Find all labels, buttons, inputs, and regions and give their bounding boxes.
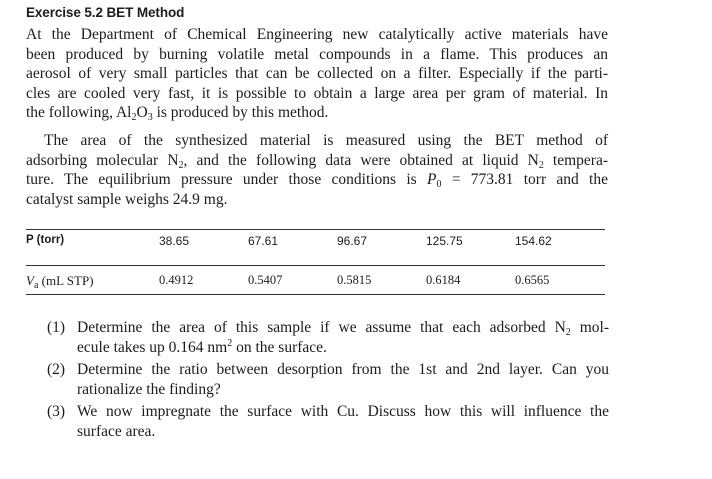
question-item bbox=[47, 360, 609, 399]
measurement-paragraph bbox=[26, 131, 608, 209]
question-list bbox=[47, 318, 609, 445]
paragraph-line: catalyst sample weighs 24.9 mg. bbox=[26, 190, 228, 208]
volume-value: 0.6565 bbox=[515, 273, 550, 287]
question-line bbox=[77, 318, 609, 338]
paragraph-line bbox=[26, 103, 608, 123]
question-number: (1) bbox=[47, 319, 66, 336]
paragraph-line: At the Department of Chemical Engineering new catalytically active materials have bbox=[26, 26, 608, 43]
pressure-value: 67.61 bbox=[248, 234, 279, 248]
text-run: (mL STP) bbox=[38, 273, 94, 288]
pressure-value: 154.62 bbox=[515, 234, 552, 248]
question-item bbox=[47, 318, 609, 357]
text-run: tempera- bbox=[543, 151, 608, 169]
volume-symbol: V bbox=[26, 273, 34, 288]
volume-row bbox=[26, 273, 605, 293]
question-line: We now impregnate the surface with Cu. Discuss how this will influence the bbox=[77, 403, 609, 421]
text-run: = 773.81 torr and the bbox=[441, 171, 608, 189]
subscript: 0 bbox=[436, 179, 442, 191]
volume-label bbox=[26, 273, 94, 289]
paragraph-line bbox=[26, 151, 608, 171]
text-run: on the surface. bbox=[232, 338, 327, 356]
pressure-value: 125.75 bbox=[426, 234, 463, 248]
paragraph-line: The area of the synthesized material is measured using the BET method of bbox=[44, 132, 608, 149]
text-run: the following, Al bbox=[26, 104, 132, 122]
text-run: adsorbing molecular N bbox=[26, 151, 179, 169]
question-text bbox=[77, 402, 609, 441]
question-text bbox=[77, 318, 609, 357]
subscript: 2 bbox=[538, 159, 544, 171]
pressure-label: P (torr) bbox=[26, 234, 65, 246]
text-run: mol- bbox=[570, 319, 609, 336]
subscript: 3 bbox=[147, 112, 153, 124]
superscript: 2 bbox=[227, 337, 233, 349]
pressure-value: 96.67 bbox=[337, 234, 368, 248]
subscript: 2 bbox=[565, 327, 571, 338]
question-item bbox=[47, 402, 609, 441]
intro-paragraph bbox=[26, 25, 608, 123]
volume-value: 0.6184 bbox=[426, 273, 461, 287]
text-run: ture. The equilibrium pressure under those conditions is bbox=[26, 171, 428, 189]
question-text bbox=[77, 360, 609, 399]
subscript: 2 bbox=[131, 112, 137, 124]
text-run: Determine the area of this sample if we assume that each adsorbed N bbox=[77, 319, 566, 336]
text-run: is produced by this method. bbox=[152, 104, 329, 122]
question-number: (2) bbox=[47, 361, 66, 379]
pressure-symbol: P bbox=[427, 171, 437, 189]
text-run: ecule takes up 0.164 nm bbox=[77, 338, 228, 356]
question-number: (3) bbox=[47, 403, 66, 421]
volume-value: 0.5407 bbox=[248, 273, 283, 287]
subscript: 2 bbox=[178, 159, 184, 171]
volume-value: 0.5815 bbox=[337, 273, 372, 287]
exercise-title: Exercise 5.2 BET Method bbox=[26, 5, 185, 20]
question-line: rationalize the finding? bbox=[77, 380, 221, 398]
bet-data-table bbox=[26, 229, 605, 295]
text-run: , and the following data were obtained at liquid N bbox=[183, 151, 539, 169]
question-line bbox=[77, 338, 609, 358]
text-run: O bbox=[136, 104, 148, 122]
paragraph-line: aerosol of very small particles that can be collected on a filter. Especially if the parti- bbox=[26, 65, 608, 83]
question-line: Determine the ratio between desorption from the 1st and 2nd layer. Can you bbox=[77, 361, 609, 379]
volume-value: 0.4912 bbox=[159, 273, 194, 287]
paragraph-line bbox=[26, 170, 608, 190]
paragraph-line: been produced by burning volatile metal compounds in a flame. This produces an bbox=[26, 45, 608, 63]
pressure-value: 38.65 bbox=[159, 234, 190, 248]
table-bottom-rule bbox=[26, 294, 605, 295]
paragraph-line: cles are cooled very fast, it is possible to obtain a large area per gram of material. In bbox=[26, 84, 608, 102]
pressure-row bbox=[26, 234, 605, 254]
question-line: surface area. bbox=[77, 422, 156, 440]
subscript: a bbox=[33, 280, 39, 291]
table-top-rule bbox=[26, 229, 605, 230]
table-mid-rule bbox=[26, 265, 605, 266]
